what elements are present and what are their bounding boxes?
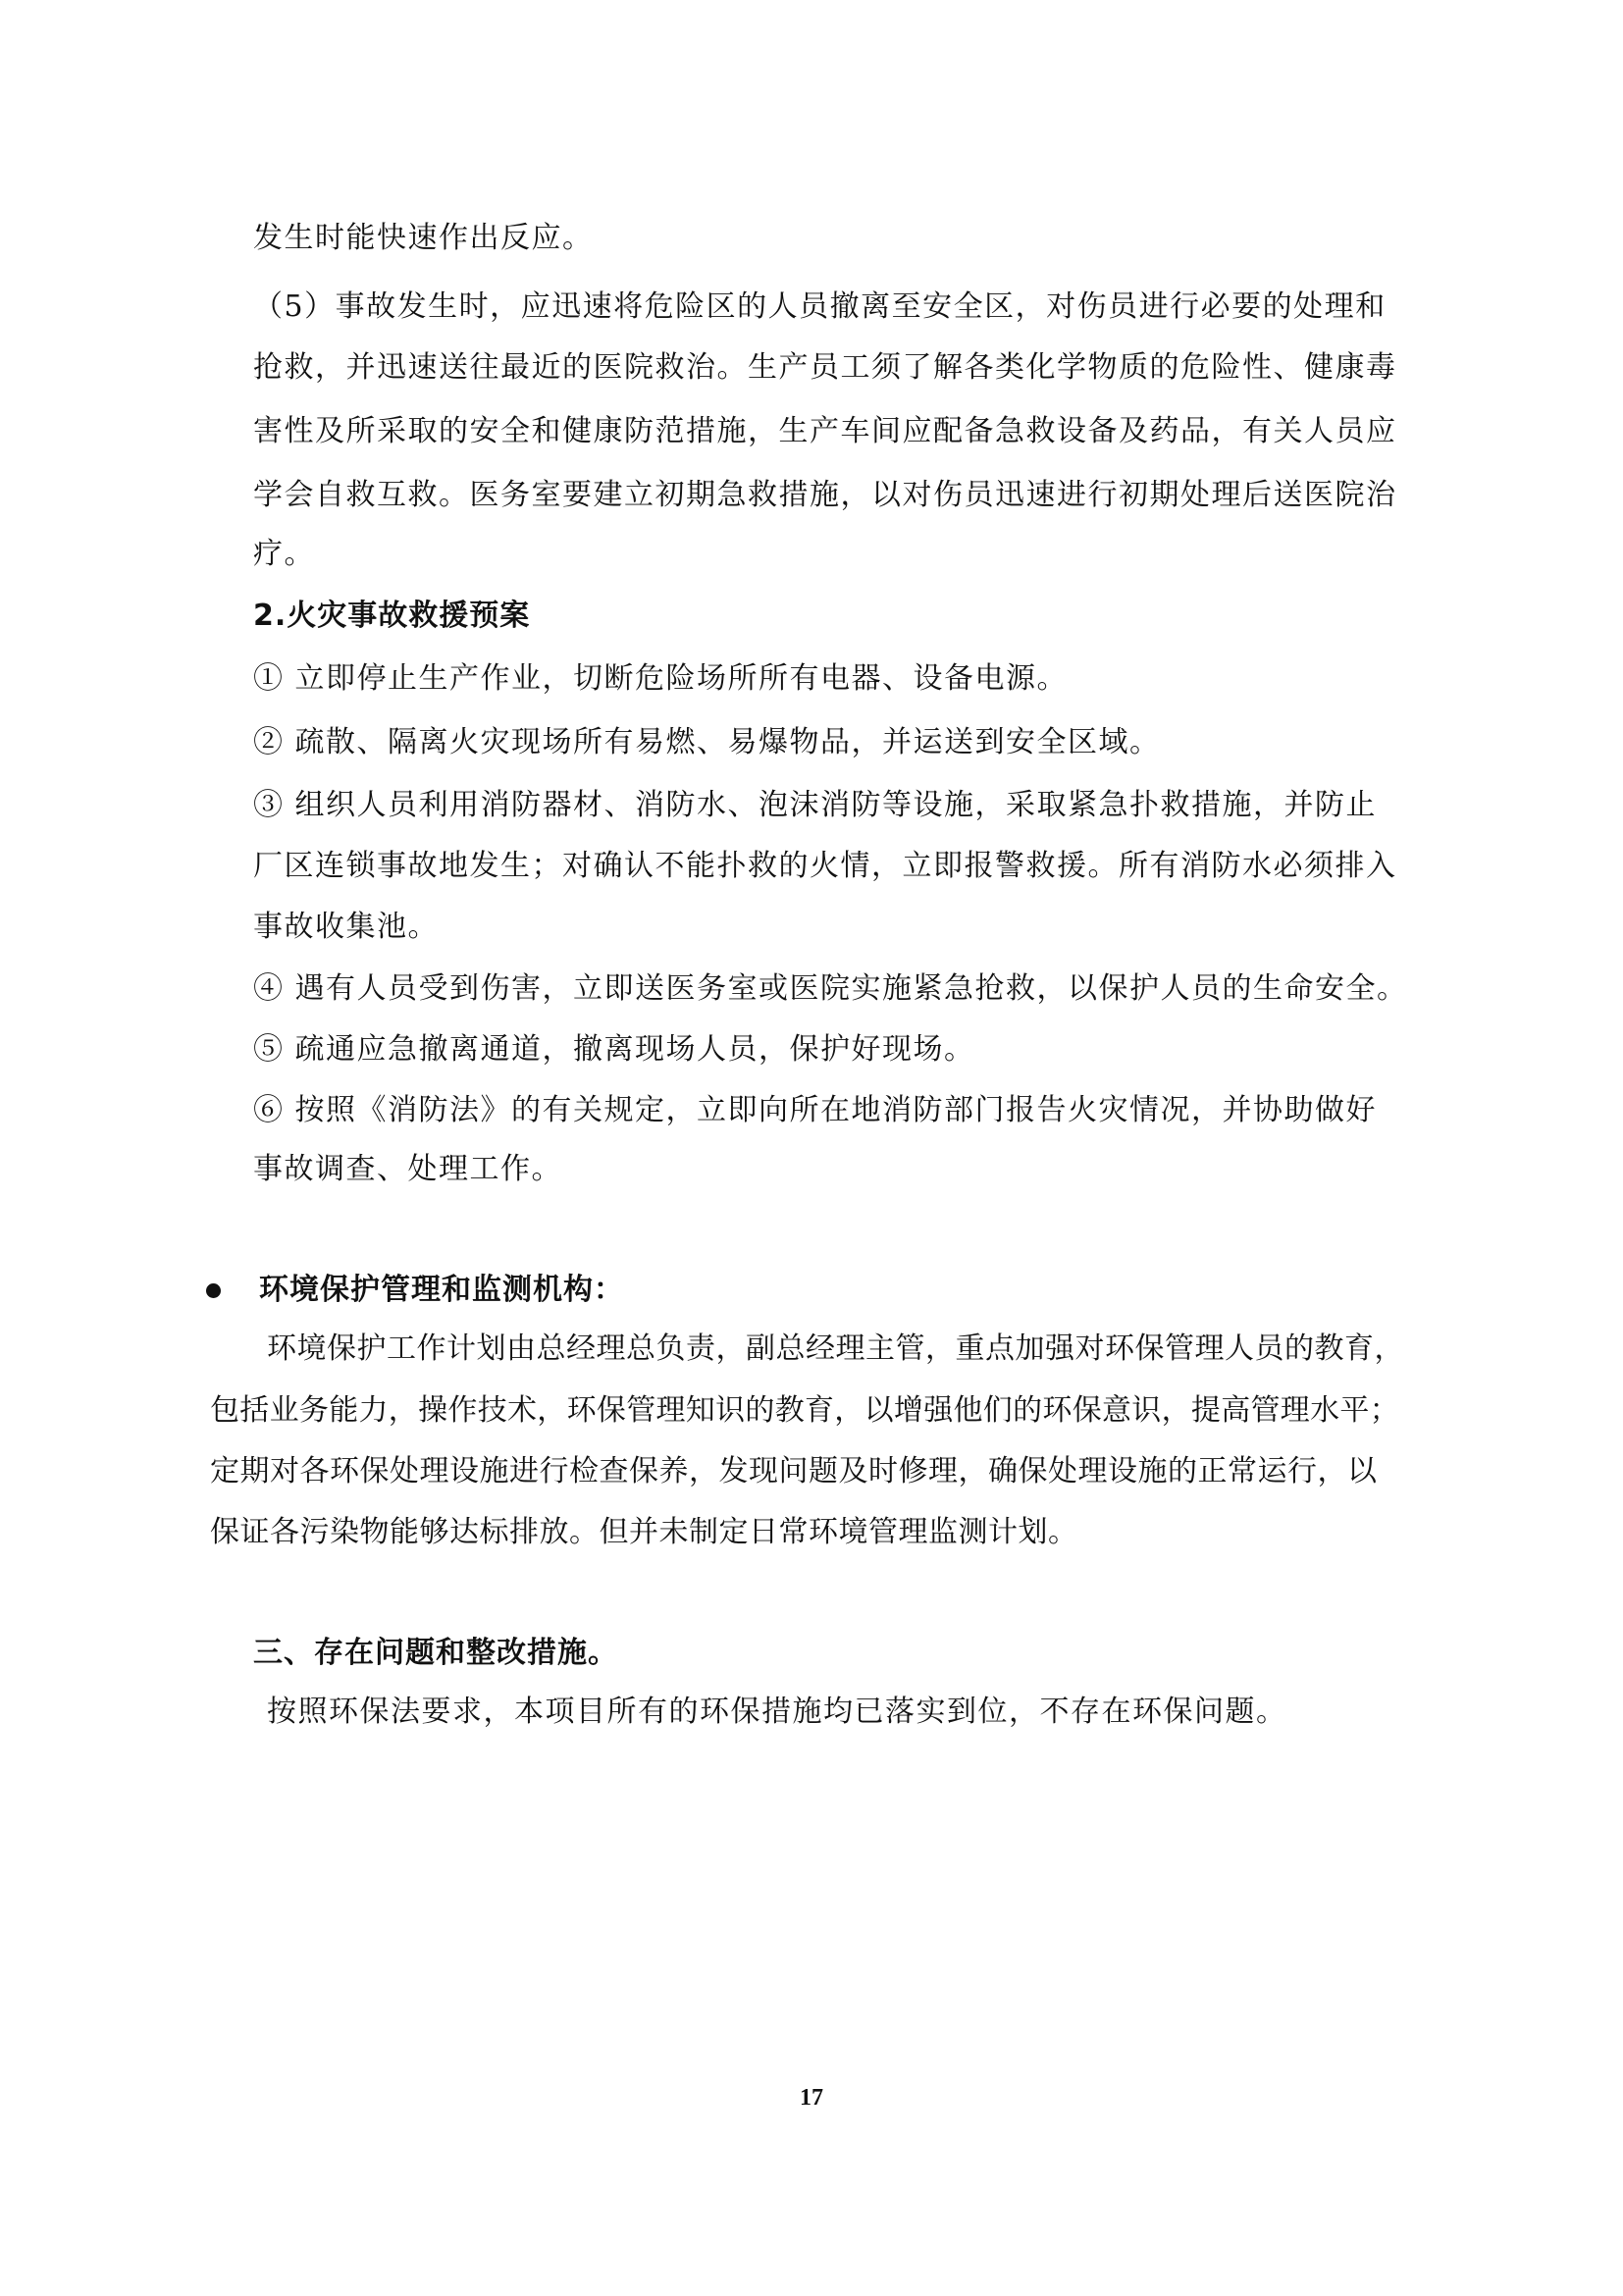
- fire-plan-item-4: ④ 遇有人员受到伤害，立即送医务室或医院实施紧急抢救，以保护人员的生命安全。: [253, 971, 1408, 1006]
- emergency-line-6: 疗。: [253, 537, 315, 571]
- fire-plan-item-3: ③ 组织人员利用消防器材、消防水、泡沫消防等设施，采取紧急扑救措施，并防止: [253, 788, 1378, 822]
- fire-plan-item-6-cont: 事故调查、处理工作。: [253, 1152, 562, 1186]
- env-management-heading: 环境保护管理和监测机构：: [259, 1273, 624, 1307]
- problems-heading: 三、存在问题和整改措施。: [253, 1636, 618, 1670]
- fire-plan-item-3-end: 事故收集池。: [253, 910, 439, 944]
- fire-plan-item-5: ⑤ 疏通应急撤离通道，撤离现场人员，保护好现场。: [253, 1032, 975, 1067]
- emergency-line-1: 发生时能快速作出反应。: [253, 221, 594, 255]
- emergency-line-4: 害性及所采取的安全和健康防范措施，生产车间应配备急救设备及药品，有关人员应: [253, 414, 1397, 448]
- bullet-icon: [206, 1283, 221, 1298]
- fire-plan-heading: 2.火灾事故救援预案: [253, 599, 531, 633]
- emergency-line-2: （5）事故发生时，应迅速将危险区的人员撤离至安全区，对伤员进行必要的处理和: [253, 289, 1387, 324]
- fire-plan-item-6: ⑥ 按照《消防法》的有关规定，立即向所在地消防部门报告火灾情况，并协助做好: [253, 1093, 1378, 1127]
- env-paragraph-line-1: 环境保护工作计划由总经理总负责，副总经理主管，重点加强对环保管理人员的教育，: [267, 1331, 1404, 1366]
- fire-plan-item-2: ② 疏散、隔离火灾现场所有易燃、易爆物品，并运送到安全区域。: [253, 725, 1161, 759]
- fire-plan-item-3-cont: 厂区连锁事故地发生；对确认不能扑救的火情，立即报警救援。所有消防水必须排入: [253, 849, 1397, 883]
- problems-paragraph: 按照环保法要求，本项目所有的环保措施均已落实到位，不存在环保问题。: [267, 1695, 1287, 1729]
- emergency-line-3: 抢救，并迅速送往最近的医院救治。生产员工须了解各类化学物质的危险性、健康毒: [253, 350, 1397, 385]
- env-paragraph-line-2: 包括业务能力，操作技术，环保管理知识的教育，以增强他们的环保意识，提高管理水平；: [210, 1393, 1399, 1428]
- fire-plan-item-1: ① 立即停止生产作业，切断危险场所所有电器、设备电源。: [253, 661, 1069, 696]
- env-paragraph-line-4: 保证各污染物能够达标排放。但并未制定日常环境管理监测计划。: [210, 1515, 1078, 1549]
- emergency-line-5: 学会自救互救。医务室要建立初期急救措施，以对伤员迅速进行初期处理后送医院治: [253, 478, 1397, 512]
- env-paragraph-line-3: 定期对各环保处理设施进行检查保养，发现问题及时修理，确保处理设施的正常运行，以: [210, 1454, 1378, 1488]
- page-number: 17: [800, 2085, 823, 2111]
